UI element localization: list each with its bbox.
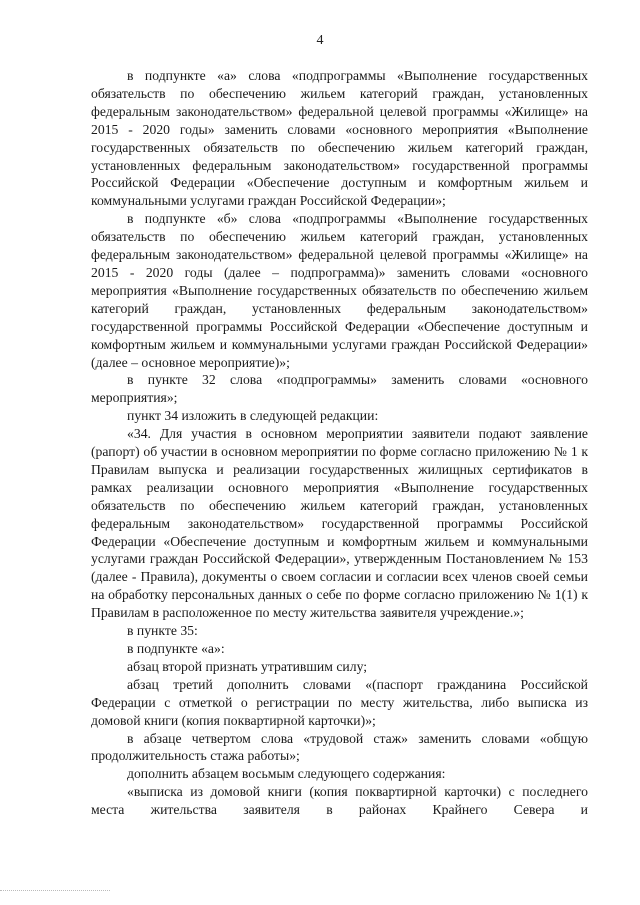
document-body [91,67,588,819]
paragraph: в абзаце четвертом слова «трудовой стаж» заменить словами «общую продолжительность стажа работы»; [91,730,588,764]
paragraph: абзац третий дополнить словами «(паспорт гражданина Российской Федерации с отметкой о регистрации по месту жительства, либо выписка из домовой книги (копия поквартирной карточки)»; [91,676,588,728]
paragraph: в подпункте «а»: [127,641,225,656]
scan-artifact [0,890,110,895]
paragraph: пункт 34 изложить в следующей редакции: [127,408,379,424]
paragraph: в подпункте «б» слова «подпрограммы «Выполнение государственных обязательств по обеспечению жильем категорий граждан, установленных федеральным законодательством» федеральной целевой программы «Жилище» на 2015 - 2020 годы (далее – подпрограмма)» заменить словами «основного мероприятия «Выполнение государственных обязательств по обеспечению жильем категорий граждан, установленных федеральным законодательством» государственной программы Российской Федерации «Обеспечение доступным и комфортным жильем и коммунальными услугами граждан Российской Федерации» (далее – основное мероприятие)»; [91,211,588,370]
paragraph: абзац второй признать утратившим силу; [127,658,368,674]
paragraph: дополнить абзацем восьмым следующего содержания: [127,766,446,782]
paragraph: «34. Для участия в основном мероприятии заявители подают заявление (рапорт) об участии в основном мероприятии по форме согласно приложению № 1 к Правилам выпуска и реализации государственных жилищных сертификатов в рамках реализации основного мероприятия «Выполнение государственных обязательств по обеспечению жильем категорий граждан, установленных федеральным законодательством» государственной программы Российской Федерации «Обеспечение доступным и комфортным жильем и коммунальными услугами граждан Российской Федерации», утвержденным Постановлением № 153 (далее - Правила), документы о своем согласии и согласии всех членов своей семьи на обработку персональных данных о себе по форме согласно приложению № 1(1) к Правилам в расположенное по месту жительства заявителя учреждение.»; [91,426,588,621]
paragraph: в подпункте «а» слова «подпрограммы «Выполнение государственных обязательств по обеспечению жильем категорий граждан, установленных федеральным законодательством» федеральной целевой программы «Жилище» на 2015 - 2020 годы» заменить словами «основного мероприятия «Выполнение государственных обязательств по обеспечению жильем категорий граждан, установленных федеральным законодательством» государственной программы Российской Федерации «Обеспечение доступным и комфортным жильем и коммунальными услугами граждан Российской Федерации»; [91,68,588,209]
page-number: 4 [316,33,324,48]
paragraph: в пункте 35: [127,623,198,639]
paragraph: в пункте 32 слова «подпрограммы» заменить словами «основного мероприятия»; [91,372,588,406]
paragraph: «выписка из домовой книги (копия поквартирной карточки) с последнего места жительства заявителя в районах Крайнего Севера и [91,784,588,818]
